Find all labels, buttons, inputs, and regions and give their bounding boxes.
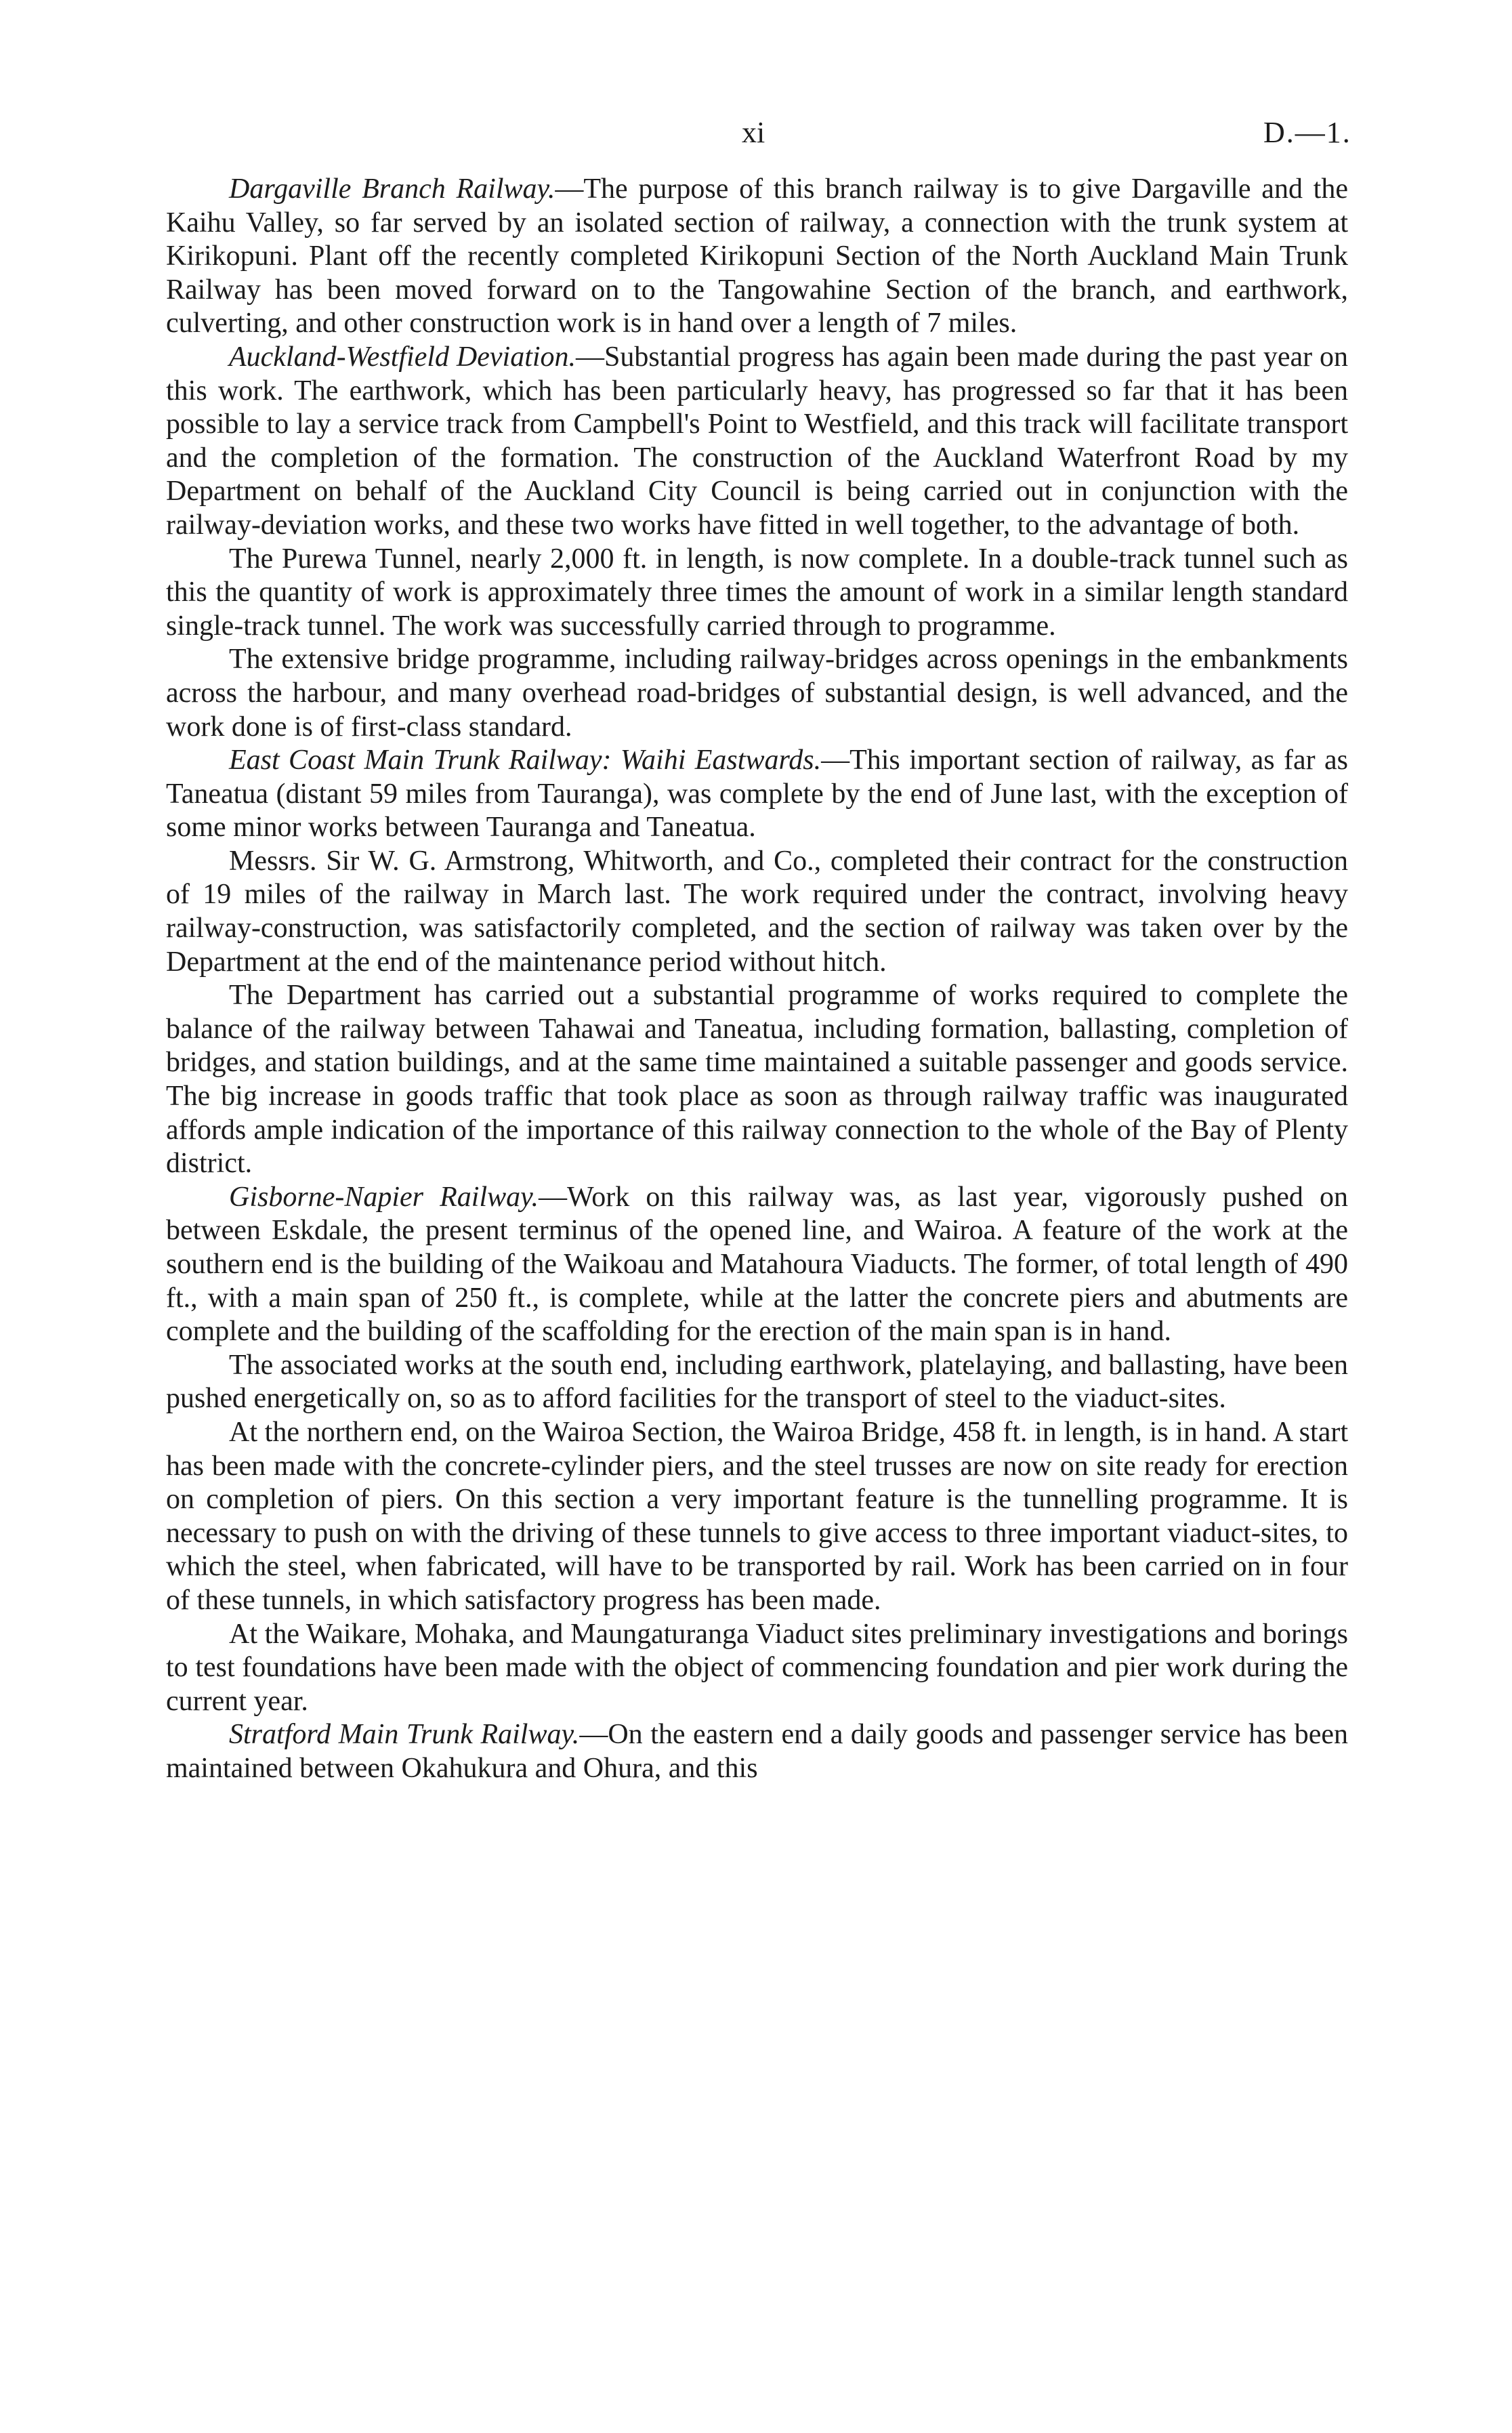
- paragraph-text: —On the eastern end a daily goods and passenger service has been maintained between Okahukura and Ohura, and this: [166, 1719, 1348, 1784]
- paragraph-text: The extensive bridge programme, including railway-bridges across openings in the embankments across the harbour, and many overhead road-bridges of substantial design, is well advanced, and the work done is of first-class standard.: [166, 644, 1348, 743]
- paragraph-text: —Substantial progress has again been made during the past year on this work. The earthwork, which has been particularly heavy, has progressed so far that it has been possible to lay a service track from Campbell's Point to Westfield, and this track will facilitate transport and the completion of the formation. The construction of the Auckland Waterfront Road by my Department on behalf of the Auckland City Council is being carried out in conjunction with the railway-deviation works, and these two works have fitted in well together, to the advantage of both.: [166, 341, 1348, 541]
- section-heading: Auckland-Westfield Deviation.: [229, 341, 576, 373]
- paragraph-south-end-works: [166, 1349, 1348, 1416]
- paragraph-text: —This important section of railway, as far as Taneatua (distant 59 miles from Tauranga), was complete by the end of June last, with the exception of some minor works between Tauranga and Taneatua.: [166, 745, 1348, 844]
- paragraph-text: The Purewa Tunnel, nearly 2,000 ft. in length, is now complete. In a double-track tunnel such as this the quantity of work is approximately three times the amount of work in a similar length standard single-track tunnel. The work was successfully carried through to programme.: [166, 543, 1348, 642]
- section-heading: Dargaville Branch Railway.: [229, 173, 555, 205]
- paragraph-dargaville: [166, 173, 1348, 341]
- section-heading: East Coast Main Trunk Railway: Waihi Eastwards.: [229, 745, 822, 776]
- paragraph-department-programme: [166, 979, 1348, 1181]
- paragraph-purewa-tunnel: [166, 543, 1348, 644]
- paragraph-bridge-programme: [166, 643, 1348, 744]
- paragraph-text: —The purpose of this branch railway is to give Dargaville and the Kaihu Valley, so far served by an isolated section of railway, a connection with the trunk system at Kirikopuni. Plant off the recently completed Kirikopuni Section of the North Auckland Main Trunk Railway has been moved forward on to the Tangowahine Section of the branch, and earthwork, culverting, and other construction work is in hand over a length of 7 miles.: [166, 173, 1348, 339]
- paragraph-auckland-westfield: [166, 341, 1348, 543]
- paragraph-text: —Work on this railway was, as last year, vigorously pushed on between Eskdale, the present terminus of the opened line, and Wairoa. A feature of the work at the southern end is the building of the Waikoau and Matahoura Viaducts. The former, of total length of 490 ft., with a main span of 250 ft., is complete, while at the latter the concrete piers and abutments are complete and the building of the scaffolding for the erection of the main span is in hand.: [166, 1181, 1348, 1348]
- page-number: xi: [742, 116, 765, 149]
- document-reference: D.—1.: [1263, 116, 1351, 149]
- paragraph-gisborne-napier: [166, 1181, 1348, 1349]
- paragraph-northern-end: [166, 1416, 1348, 1618]
- paragraph-text: The associated works at the south end, including earthwork, platelaying, and ballasting, have been pushed energetically on, so as to afford facilities for the transport of steel to the viaduct-sites.: [166, 1349, 1348, 1415]
- paragraph-stratford: [166, 1718, 1348, 1785]
- section-heading: Stratford Main Trunk Railway.: [229, 1719, 580, 1751]
- paragraph-text: At the northern end, on the Wairoa Section, the Wairoa Bridge, 458 ft. in length, is in hand. A start has been made with the concrete-cylinder piers, and the steel trusses are now on site ready for erection on completion of piers. On this section a very important feature is the tunnelling programme. It is necessary to push on with the driving of these tunnels to give access to three important viaduct-sites, to which the steel, when fabricated, will have to be transported by rail. Work has been carried on in four of these tunnels, in which satisfactory progress has been made.: [166, 1416, 1348, 1616]
- paragraph-text: The Department has carried out a substantial programme of works required to complete the balance of the railway between Tahawai and Taneatua, including formation, ballasting, completion of bridges, and station buildings, and at the same time maintained a suitable passenger and goods service. The big increase in goods traffic that took place as soon as through railway traffic was inaugurated affords ample indication of the importance of this railway connection to the whole of the Bay of Plenty district.: [166, 980, 1348, 1180]
- section-heading: Gisborne-Napier Railway.: [229, 1181, 539, 1213]
- body-text: [166, 173, 1348, 1786]
- paragraph-armstrong-contract: [166, 845, 1348, 979]
- paragraph-text: At the Waikare, Mohaka, and Maungaturanga Viaduct sites preliminary investigations and borings to test foundations have been made with the object of commencing foundation and pier work during the current year.: [166, 1618, 1348, 1717]
- paragraph-viaduct-sites: [166, 1618, 1348, 1719]
- paragraph-text: Messrs. Sir W. G. Armstrong, Whitworth, and Co., completed their contract for the construction of 19 miles of the railway in March last. The work required under the contract, involving heavy railway-construction, was satisfactorily completed, and the section of railway was taken over by the Department at the end of the maintenance period without hitch.: [166, 845, 1348, 978]
- paragraph-east-coast: [166, 744, 1348, 845]
- page-header: [0, 115, 1512, 156]
